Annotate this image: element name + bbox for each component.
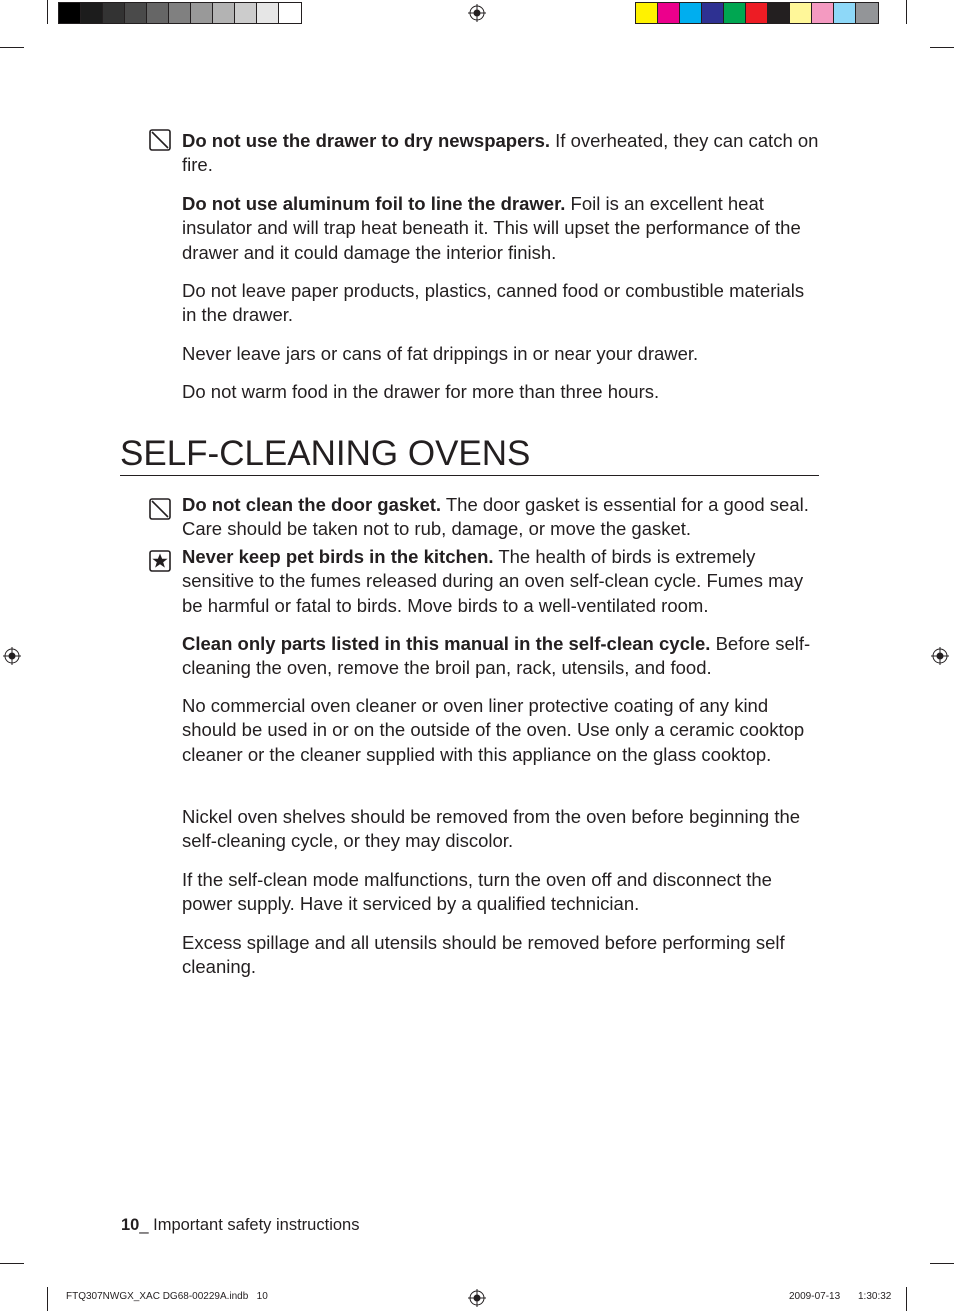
- color-swatch: [724, 3, 746, 23]
- color-swatch: [680, 3, 702, 23]
- color-swatch: [213, 3, 235, 23]
- color-swatch: [790, 3, 812, 23]
- crop-mark: [47, 0, 48, 24]
- caution-title: Clean only parts listed in this manual in the self-clean cycle.: [182, 633, 711, 654]
- color-swatch: [702, 3, 724, 23]
- paragraph-nickel-shelves: Nickel oven shelves should be removed from the oven before beginning the self-cleaning cycle, or they may discolor.: [182, 806, 801, 852]
- page-footer: [121, 1216, 359, 1235]
- warning-aluminum-foil: [182, 192, 822, 265]
- registration-mark-icon: [468, 1289, 486, 1307]
- paragraph-malfunction: If the self-clean mode malfunctions, turn the oven off and disconnect the power supply. Have it serviced by a qualified technician.: [182, 869, 772, 915]
- color-swatch: [658, 3, 680, 23]
- caution-title: Never keep pet birds in the kitchen.: [182, 546, 494, 567]
- prohibition-icon: [149, 129, 171, 151]
- color-swatch: [147, 3, 169, 23]
- page-section-label: _ Important safety instructions: [139, 1216, 360, 1234]
- crop-mark: [0, 47, 24, 48]
- paragraph-paper-products: Do not leave paper products, plastics, canned food or combustible materials in the drawer.: [182, 280, 805, 326]
- prohibition-icon: [149, 498, 171, 520]
- registration-mark-icon: [3, 647, 21, 665]
- crop-mark: [930, 47, 954, 48]
- color-swatch: [257, 3, 279, 23]
- crop-mark: [47, 1287, 48, 1311]
- warning-title: Do not use aluminum foil to line the drawer.: [182, 193, 566, 214]
- page-number: 10: [121, 1216, 140, 1234]
- color-swatch: [746, 3, 768, 23]
- paragraph-excess-spillage: Excess spillage and all utensils should be removed before performing self cleaning.: [182, 932, 785, 978]
- color-swatch: [636, 3, 658, 23]
- color-swatch: [125, 3, 147, 23]
- caution-text: Before self-cleaning the oven, remove the broil pan, rack, utensils, and food.: [182, 633, 811, 679]
- crop-mark: [0, 1263, 24, 1264]
- warning-drawer-newspapers: [182, 129, 822, 178]
- print-slug-file: FTQ307NWGX_XAC DG68-00229A.indb 10: [66, 1291, 268, 1302]
- print-slug-date: 2009-07-13: [789, 1291, 841, 1302]
- crop-mark: [906, 1287, 907, 1311]
- registration-mark-icon: [931, 647, 949, 665]
- paragraph-warm-food: Do not warm food in the drawer for more than three hours.: [182, 381, 660, 402]
- star-caution-icon: [149, 550, 171, 572]
- warning-title: Do not clean the door gasket.: [182, 494, 442, 515]
- color-swatch: [768, 3, 790, 23]
- color-swatch: [81, 3, 103, 23]
- color-swatch: [169, 3, 191, 23]
- caution-text: The health of birds is extremely sensitive to the fumes released during an oven self-clean cycle. Fumes may be harmful or fatal to birds. Move birds to a well-ventilated room.: [182, 546, 804, 616]
- crop-mark: [930, 1263, 954, 1264]
- grayscale-color-bar: [58, 2, 302, 24]
- color-swatch: [59, 3, 81, 23]
- paragraph-fat-drippings: Never leave jars or cans of fat drippings in or near your drawer.: [182, 343, 699, 364]
- registration-mark-icon: [468, 4, 486, 22]
- warning-text: If overheated, they can catch on fire.: [182, 130, 819, 176]
- caution-pet-birds: [182, 545, 822, 618]
- paragraph-commercial-cleaner: No commercial oven cleaner or oven liner protective coating of any kind should be used in or on the outside of the oven. Use only a ceramic cooktop cleaner or the cleaner supplied with this appliance on the glass cooktop.: [182, 695, 805, 765]
- color-swatch: [834, 3, 856, 23]
- process-color-bar: [635, 2, 879, 24]
- print-slug-time: 1:30:32: [858, 1291, 892, 1302]
- caution-clean-parts: [182, 632, 822, 681]
- warning-text: Foil is an excellent heat insulator and will trap heat beneath it. This will upset the performance of the drawer and it could damage the interior finish.: [182, 193, 801, 263]
- color-swatch: [235, 3, 257, 23]
- color-swatch: [279, 3, 301, 23]
- color-swatch: [103, 3, 125, 23]
- color-swatch: [191, 3, 213, 23]
- warning-text: The door gasket is essential for a good seal. Care should be taken not to rub, damage, or move the gasket.: [182, 494, 809, 540]
- warning-title: Do not use the drawer to dry newspapers.: [182, 130, 551, 151]
- warning-door-gasket: [182, 493, 822, 542]
- color-swatch: [856, 3, 878, 23]
- section-heading: SELF-CLEANING OVENS: [120, 433, 819, 476]
- crop-mark: [906, 0, 907, 24]
- color-swatch: [812, 3, 834, 23]
